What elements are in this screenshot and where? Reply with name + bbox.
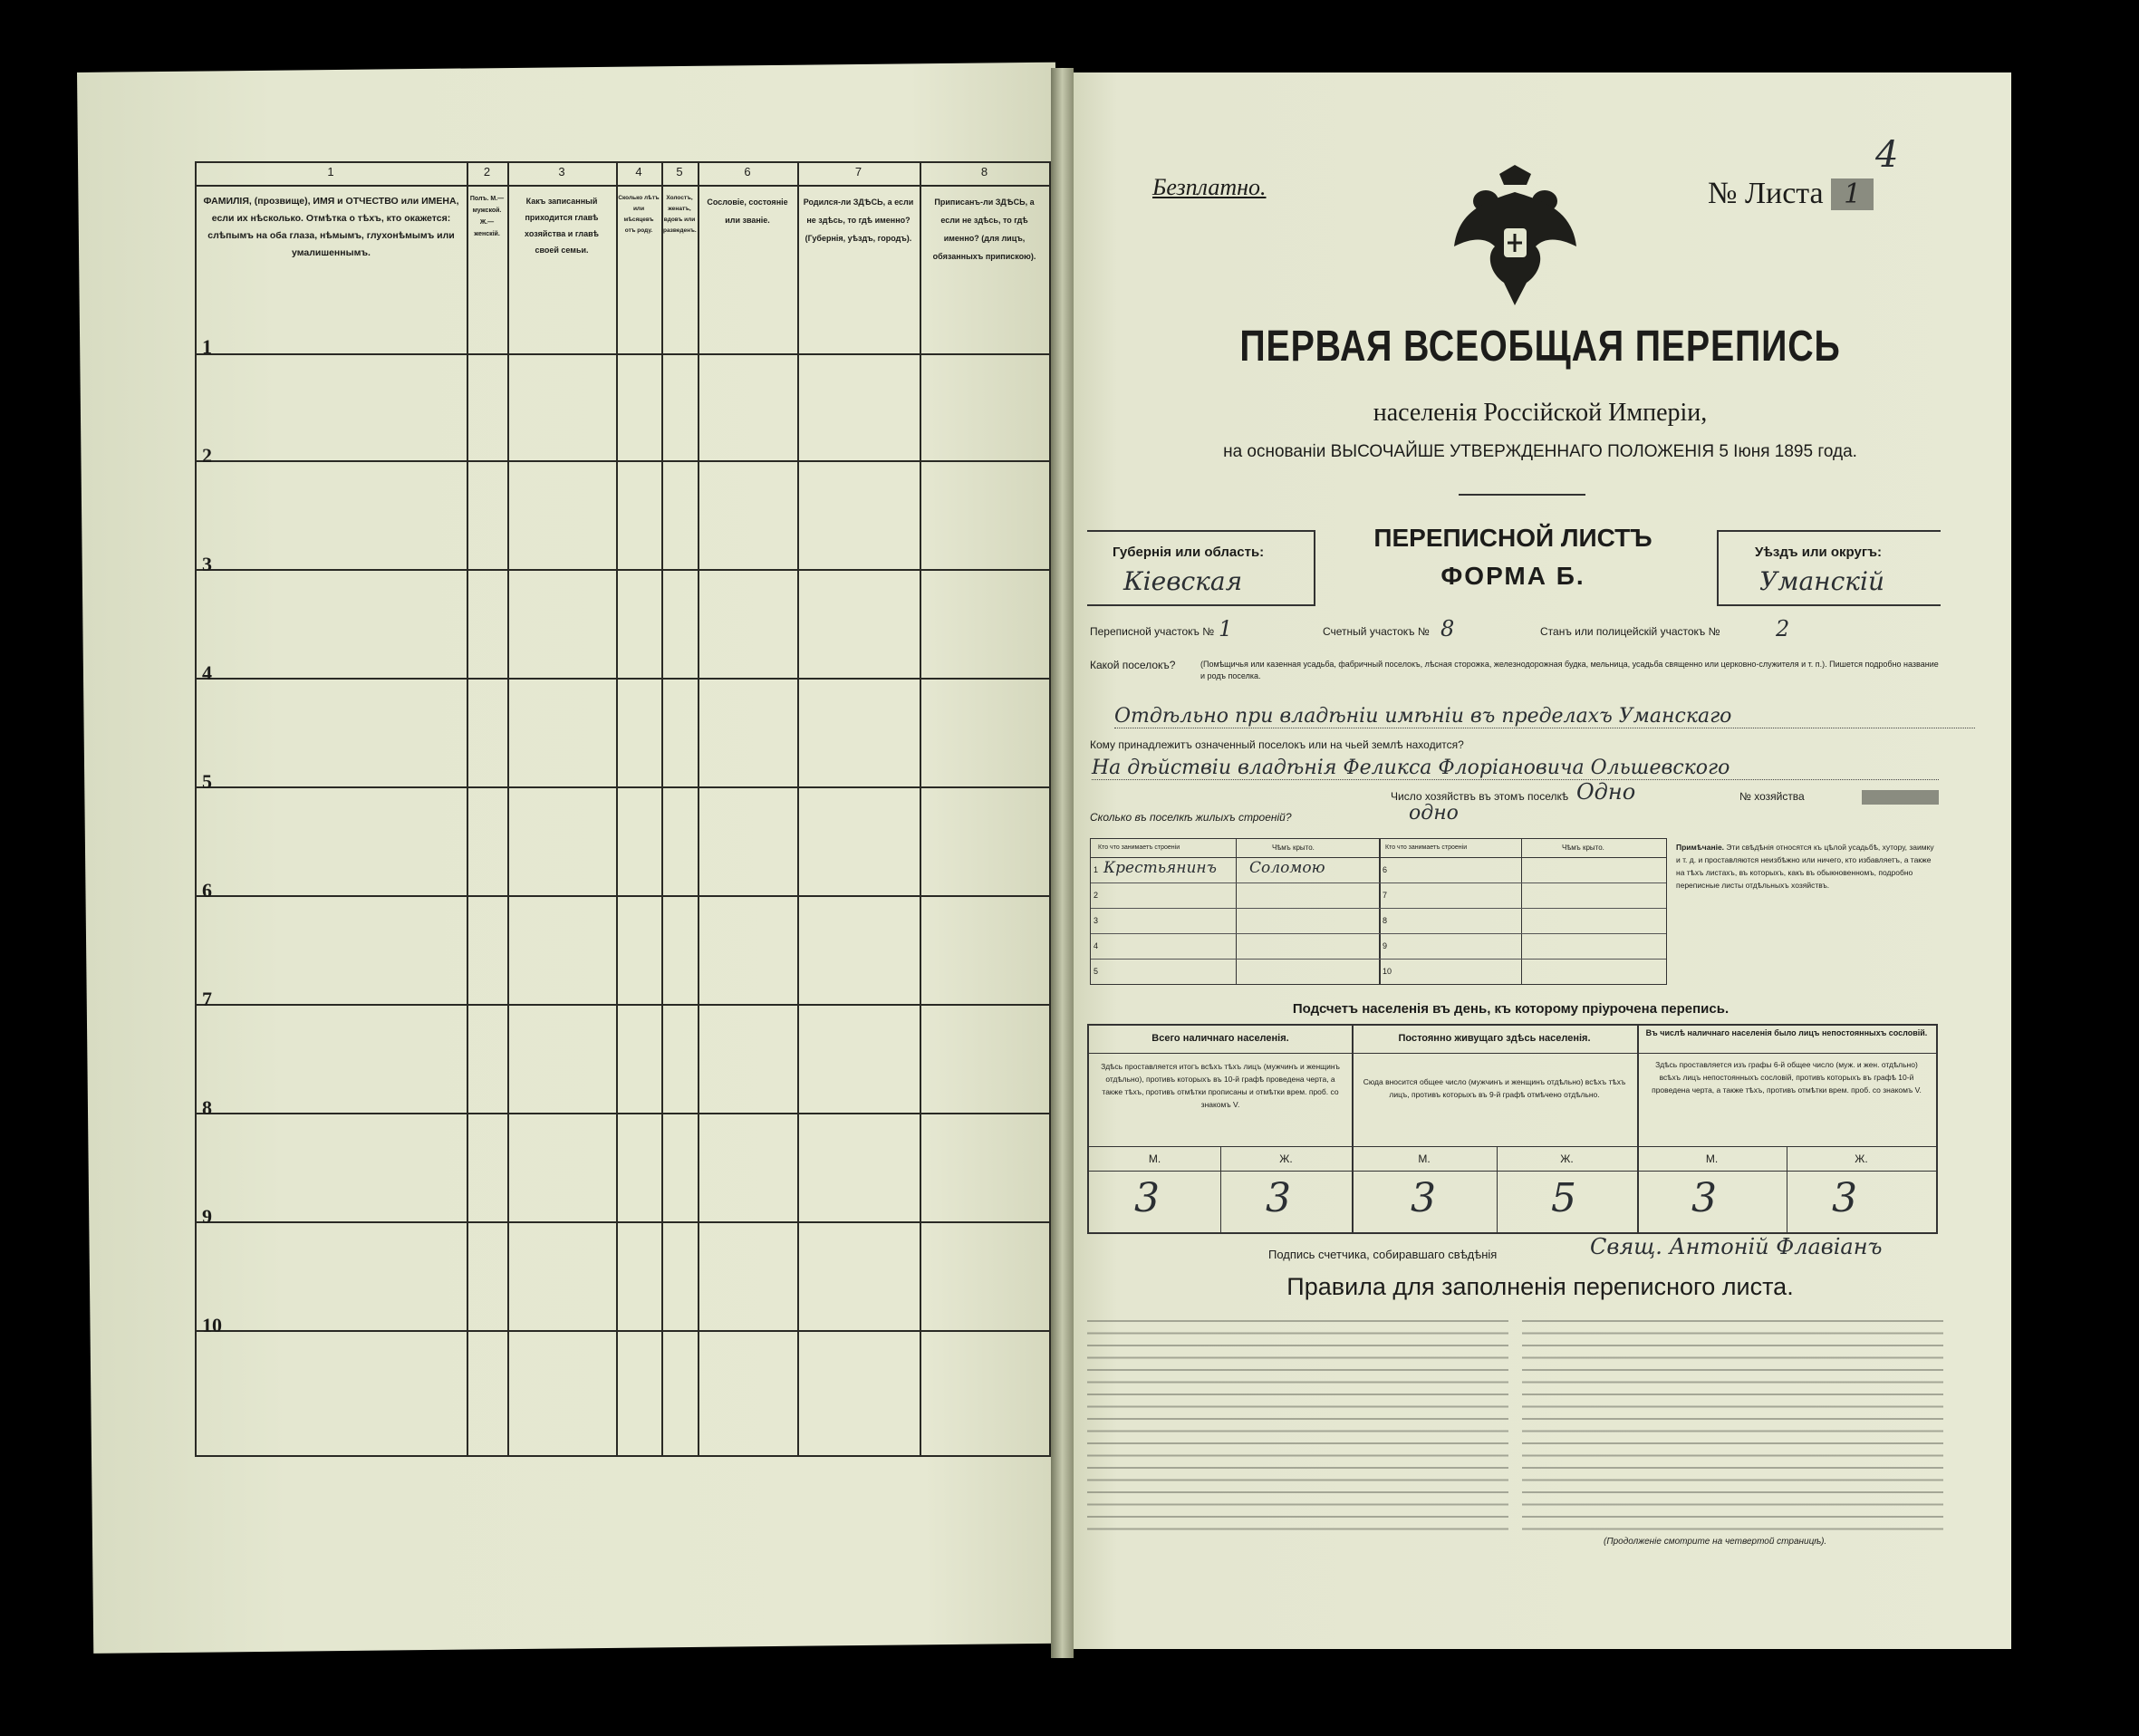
building-occupant-value: Крестьянинъ <box>1103 859 1217 877</box>
count-value: 5 <box>1551 1175 1576 1221</box>
column-header: Родился-ли ЗДѢСЬ, а если не здѣсь, то гдѣ именно? (Губернія, уѣздъ, городъ). <box>803 198 914 243</box>
table-header-line <box>195 353 1051 355</box>
households-label: Число хозяйствъ въ этомъ поселкѣ <box>1391 790 1569 803</box>
row-line <box>195 1330 1051 1332</box>
row-line <box>195 1004 1051 1006</box>
count-header-non-permanent: Въ числѣ наличнаго населенія было лицъ непостоянныхъ сословій. <box>1645 1028 1928 1037</box>
column-header: Приписанъ-ли ЗДѢСЬ, а если не здѣсь, то гдѣ именно? (для лицъ, обязанныхъ припискою). <box>932 198 1036 261</box>
owner-label: Кому принадлежитъ означенный поселокъ или на чьей землѣ находится? <box>1090 738 1464 751</box>
col-divider <box>920 161 921 1457</box>
census-title: ПЕРВАЯ ВСЕОБЩАЯ ПЕРЕПИСЬ <box>1239 323 1841 371</box>
buildings-header-roof: Чѣмъ крыто. <box>1272 844 1315 852</box>
sheet-number-handwritten: 4 <box>1875 134 1899 176</box>
buildings-row-number: 9 <box>1383 941 1388 950</box>
province-value: Кіевская <box>1123 566 1243 596</box>
rules-text-right <box>1522 1314 1943 1531</box>
row-number: 2 <box>202 444 212 467</box>
household-number-label: № хозяйства <box>1739 790 1805 803</box>
settlement-hint: (Помѣщичья или казенная усадьба, фабричный поселокъ, лѣсная сторожка, железнодорожная будка, мельница, усадьба священно или церковно-служителя и т. п.). Пишется подробно название и родъ поселка. <box>1200 660 1939 680</box>
count-title: Подсчетъ населенія въ день, къ которому пріурочена перепись. <box>1292 1001 1730 1017</box>
row-line <box>195 569 1051 571</box>
col-number: 6 <box>744 165 751 178</box>
count-header-total: Всего наличнаго населенія. <box>1151 1033 1289 1044</box>
col-divider <box>616 161 618 1457</box>
count-value: 3 <box>1832 1175 1857 1221</box>
buildings-row-number: 8 <box>1383 916 1388 925</box>
rules-text-left <box>1087 1314 1508 1531</box>
count-header-permanent: Постоянно живущаго здѣсь населенія. <box>1398 1033 1591 1044</box>
sex-label: М. <box>1418 1153 1431 1165</box>
form-name: ФОРМА Б. <box>1440 562 1585 590</box>
row-number: 10 <box>202 1314 222 1336</box>
row-line <box>195 678 1051 680</box>
table-top-line <box>195 161 1051 163</box>
column-header: ФАМИЛІЯ, (прозвище), ИМЯ и ОТЧЕСТВО или ИМЕНА, если их нѣсколько. Отмѣтка о тѣхъ, кто окажется: слѣпымъ на оба глаза, нѣмымъ, глухонѣмымъ или умалишеннымъ. <box>203 196 459 258</box>
buildings-row-number: 4 <box>1094 941 1099 950</box>
sex-label: Ж. <box>1279 1153 1293 1165</box>
census-decree-line: на основаніи ВЫСОЧАЙШЕ УТВЕРЖДЕННАГО ПОЛОЖЕНІЯ 5 Іюня 1895 года. <box>1223 442 1857 461</box>
population-count-table <box>1087 1024 1938 1234</box>
buildings-row-number: 7 <box>1383 891 1388 900</box>
counting-district-value: 8 <box>1440 616 1455 641</box>
col-number: 8 <box>980 165 988 178</box>
table-bottom-line <box>195 1455 1051 1457</box>
buildings-row-number: 3 <box>1094 916 1099 925</box>
counting-district-label: Счетный участокъ № <box>1323 625 1430 638</box>
rules-footer: (Продолженіе смотрите на четвертой страницѣ). <box>1604 1537 1827 1547</box>
row-number: 7 <box>202 988 212 1010</box>
sex-label: Ж. <box>1855 1153 1868 1165</box>
title-divider <box>1459 494 1585 496</box>
row-number: 6 <box>202 879 212 902</box>
province-label: Губернія или область: <box>1113 545 1265 560</box>
col-number: 5 <box>676 165 683 178</box>
row-line <box>195 895 1051 897</box>
col-number: 3 <box>558 165 565 178</box>
count-desc-permanent: Сюда вносится общее число (мужчинъ и женщинъ отдѣльно) всѣхъ тѣхъ лицъ, противъ которыхъ въ 9-й графѣ отмѣчено отдѣльно. <box>1363 1077 1626 1099</box>
sex-label: Ж. <box>1560 1153 1574 1165</box>
col-number: 4 <box>635 165 642 178</box>
free-of-charge-label: Безплатно. <box>1152 174 1267 200</box>
row-line <box>195 1113 1051 1114</box>
police-district-label: Станъ или полицейскій участокъ № <box>1540 625 1720 638</box>
double-headed-eagle-icon <box>1450 165 1581 310</box>
building-roof-value: Соломою <box>1249 859 1325 877</box>
buildings-row-number: 1 <box>1094 865 1099 874</box>
row-line <box>195 460 1051 462</box>
household-number-redacted <box>1862 790 1939 805</box>
form-title: ПЕРЕПИСНОЙ ЛИСТЪ <box>1373 524 1652 552</box>
column-header: Какъ записанный приходится главѣ хозяйства и главѣ своей семьи. <box>525 197 599 255</box>
col-divider <box>507 161 509 1457</box>
buildings-row-number: 10 <box>1383 967 1392 976</box>
buildings-header-roof: Чѣмъ крыто. <box>1562 844 1604 852</box>
settlement-label: Какой поселокъ? <box>1090 659 1176 671</box>
buildings-row-number: 6 <box>1383 865 1388 874</box>
book-spine <box>1051 68 1074 1658</box>
note-block <box>1676 841 1939 986</box>
households-value: Одно <box>1576 779 1636 805</box>
owner-value: На дѣйствіи владѣнія Феликса Флоріановича Ольшевского <box>1092 757 1939 780</box>
row-number: 8 <box>202 1096 212 1119</box>
buildings-row-number: 2 <box>1094 891 1099 900</box>
col-divider <box>698 161 699 1457</box>
buildings-value: одно <box>1409 802 1459 825</box>
count-value: 3 <box>1134 1175 1160 1221</box>
col-number: 2 <box>483 165 491 178</box>
signature-label: Подпись счетчика, собиравшаго свѣдѣнія <box>1268 1248 1498 1261</box>
rules-title: Правила для заполненія переписного листа. <box>1286 1273 1794 1300</box>
police-district-value: 2 <box>1776 616 1790 641</box>
sheet-number-caption: № Листа <box>1708 177 1824 210</box>
col-number: 7 <box>854 165 862 178</box>
note-text: Эти свѣдѣнія относятся къ цѣлой усадьбѣ, хутору, заимку и т. д. и проставляются неизбѣжно или ничего, кто избавляетъ, а также на тѣхъ листахъ, въ которыхъ, какъ въ обыкновенномъ, подробно переписные листы отдѣльныхъ хозяйствъ. <box>1676 843 1934 890</box>
buildings-header-occupant: Кто что занимаетъ строеніи <box>1385 844 1468 851</box>
census-district-label: Переписной участокъ № <box>1090 625 1215 638</box>
column-header: Сословіе, состояніе или званіе. <box>707 198 788 225</box>
count-desc-non-permanent: Здѣсь проставляется изъ графы 6-й общее число (муж. и жен. отдѣльно) всѣхъ лицъ непостоянныхъ сословій, противъ которыхъ въ графѣ 10-й проведена черта, а также тѣхъ, противъ отмѣтки врем. проб. со знакомъ V. <box>1652 1060 1922 1095</box>
column-header: Сколько лѣтъ или мѣсяцевъ отъ роду. <box>618 195 660 234</box>
column-header: Полъ. М.—мужской. Ж.—женскій. <box>469 196 505 237</box>
count-desc-total: Здѣсь проставляется итогъ всѣхъ тѣхъ лицъ (мужчинъ и женщинъ отдѣльно), противъ которыхъ въ 10-й графѣ проведена черта, а также тѣхъ, противъ отмѣтки прописаны и отмѣтки врем. проб. со знакомъ V. <box>1101 1062 1340 1109</box>
table-border-left <box>195 161 197 1457</box>
buildings-header-occupant: Кто что занимаетъ строеніи <box>1098 844 1180 851</box>
census-subtitle: населенія Россійской Имперіи, <box>1373 399 1708 427</box>
sheet-number-value: 1 <box>1831 178 1874 210</box>
district-label: Уѣздъ или округъ: <box>1755 545 1883 560</box>
col-number: 1 <box>327 165 334 178</box>
table-border-right <box>1049 161 1051 1457</box>
signature-value: Свящ. Антоній Флавіанъ <box>1590 1234 1883 1259</box>
row-number: 5 <box>202 770 212 793</box>
row-number: 1 <box>202 335 212 358</box>
count-value: 3 <box>1411 1175 1436 1221</box>
left-population-table <box>195 161 1051 1457</box>
count-value: 3 <box>1691 1175 1717 1221</box>
col-divider <box>467 161 468 1457</box>
buildings-row-number: 5 <box>1094 967 1099 976</box>
col-divider <box>661 161 663 1457</box>
buildings-label: Сколько въ поселкѣ жилыхъ строеній? <box>1090 811 1292 824</box>
row-line <box>195 786 1051 788</box>
district-box <box>1717 530 1941 606</box>
row-line <box>195 1221 1051 1223</box>
row-number: 3 <box>202 553 212 575</box>
column-header: Холостъ, женатъ, вдовъ или разведенъ. <box>663 195 697 234</box>
buildings-table <box>1090 838 1667 985</box>
sex-label: М. <box>1705 1153 1719 1165</box>
province-box <box>1087 530 1315 606</box>
row-number: 4 <box>202 661 212 684</box>
census-district-value: 1 <box>1219 616 1233 641</box>
table-colnum-line <box>195 185 1051 187</box>
count-value: 3 <box>1266 1175 1291 1221</box>
sex-label: М. <box>1148 1153 1161 1165</box>
col-divider <box>797 161 799 1457</box>
district-value: Уманскій <box>1759 566 1884 596</box>
note-label: Примѣчаніе. <box>1676 843 1725 852</box>
row-number: 9 <box>202 1205 212 1228</box>
settlement-value: Отдѣльно при владѣніи имѣніи въ пределахъ Уманскаго <box>1114 705 1975 728</box>
sheet-number-label <box>1708 177 1874 211</box>
